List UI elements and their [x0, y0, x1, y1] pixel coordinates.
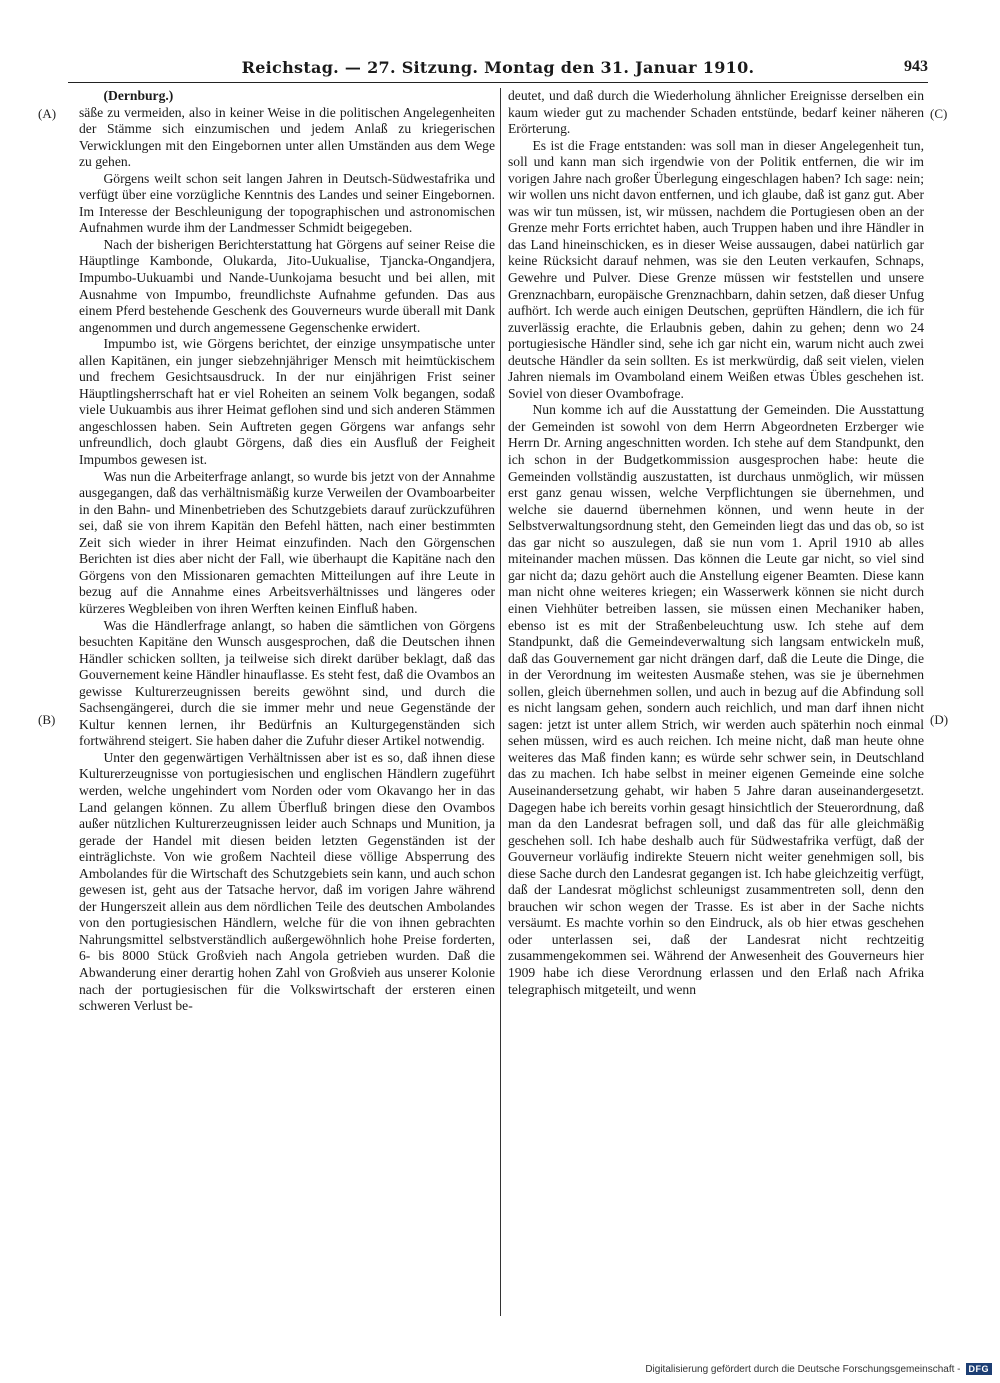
column-divider	[500, 88, 501, 1316]
left-column	[79, 88, 495, 1015]
margin-marker-b: (B)	[38, 712, 56, 727]
speaker-name: (Dernburg.)	[103, 88, 174, 103]
paragraph: Unter den gegenwärtigen Verhältnissen aber ist es so, daß ihnen diese Kulturerzeugnisse von portugiesischen und englischen Händlern zugeführt werden, welche ungehindert vom Norden oder vom Okavango her in das Land gelangen können. Zu allem Überfluß bringen diese den Ovambos außer nützlichen Kulturerzeugnissen leider auch Schnaps und Munition, ja gerade der Handel mit diesen beiden letzten Gegenständen ist der einträglichste. Von wie großem Nachteil diese völlige Absperrung des Ambolandes für die Wirtschaft des Schutzgebiets sein kann, und auch schon gewesen ist, geht aus der Tatsache hervor, daß im vorigen Jahre während der Hungerszeit allein aus dem nördlichen Teile des deutschen Ambolandes von den portugiesischen Händlern, welche für die von ihnen gebrachten Nahrungsmittel selbstverständlich außergewöhnlich hohe Preise forderten, 6- bis 8000 Stück Großvieh nach Angola getrieben wurden. Daß die Abwanderung einer derartig hohen Zahl von Großvieh aus unserer Kolonie nach der portugiesischen für die Volkswirtschaft der ersteren einen schweren Verlust be-	[79, 749, 495, 1014]
page-header	[68, 58, 928, 83]
margin-marker-d: (D)	[930, 712, 949, 727]
margin-marker-a: (A)	[38, 106, 57, 121]
paragraph: Es ist die Frage entstanden: was soll man in dieser Angelegenheit tun, soll und kann man sich irgendwie von der Politik entfernen, die wir im vorigen Jahre nach großer Überlegung eingeschlagen haben? Ich sage: nein; wir wollen uns nicht davon entfernen, und ich glaube, daß ist ganz gut. Aber was wir tun müssen, ist, wir müssen, nachdem die Portugiesen oben an der Grenze mehr Forts errichtet haben, auch Truppen haben und ihre Händler in das Land hineinschicken, es in dieser Weise aussaugen, dabei natürlich gar keine Rücksicht darauf nehmen, was sie den Leuten verkaufen, Schnaps, Gewehre und Pulver. Diese Grenze müssen wir feststellen und unsere Grenznachbarn, europäische Grenznachbarn, dahin setzen, daß dieser Unfug aufhört. Ich werde auch einigen Deutschen, geprüften Händlern, die ich für zuverlässig erachte, die Erlaubnis geben, dahin zu gehen; denn wo 24 portugiesische Händler sind, sehe ich gar nicht ein, warum nicht auch zwei deutsche Händler da sein sollten. Es ist merkwürdig, daß seit vielen, vielen Jahren niemals im Ovamboland einem Weißen etwas Übles geschehen ist. Soviel von dieser Ovambofrage.	[508, 137, 924, 401]
footer-credit: Digitalisierung gefördert durch die Deutsche Forschungsgemeinschaft -	[645, 1363, 961, 1375]
paragraph: Was nun die Arbeiterfrage anlangt, so wurde bis jetzt von der Annahme ausgegangen, daß das verhältnismäßig kurze Verweilen der Ovamboarbeiter in den Bahn- und Minenbetrieben des Schutzgebiets darauf zurückzuführen sei, daß sie von ihrem Kapitän den Befehl hätten, nach einer bestimmten Zeit sich wieder in ihrer Heimat einzufinden. Nach den Görgenschen Berichten ist dies aber nicht der Fall, wie überhaupt die Kapitäne nach den Görgens von den Missionaren gemachten Mitteilungen auf ihre Leute in bezug auf die Annahme eines Arbeitsverhältnisses und längeres oder kürzeres Wegbleiben von ihren Werften keinen Einfluß haben.	[79, 468, 495, 616]
paragraph: Görgens weilt schon seit langen Jahren in Deutsch-Südwestafrika und verfügt über eine vorzügliche Kenntnis des Landes und seiner Eingebornen. Im Interesse der Beschleunigung der topographischen und astronomischen Aufnahmen wurde ihm der Landmesser Schmidt beigegeben.	[79, 170, 495, 236]
paragraph: Impumbo ist, wie Görgens berichtet, der einzige unsympatische unter allen Kapitänen, ein junger siebzehnjähriger Mensch mit heimtückischem und frechem Gesichtsausdruck. In der nur einjährigen Frist seiner Häuptlingsherrschaft hat er viel Roheiten an seinem Volk begangen, sodaß viele Uukuambis aus ihrer Heimat geflohen sind und sich anderen Stämmen angeschlossen haben. Sein Auftreten gegen Görgens war anfangs sehr unfreundlich, doch glaubt Görgens, daß dies ein Ausfluß der Feigheit Impumbos gewesen ist.	[79, 336, 495, 468]
paragraph: deutet, und daß durch die Wiederholung ähnlicher Ereignisse derselben ein kaum wieder gut zu machender Schaden entstünde, bedarf keiner näheren Erörterung.	[508, 88, 924, 137]
running-title: Reichstag. — 27. Sitzung. Montag den 31. Januar 1910.	[241, 58, 755, 77]
paragraph: Was die Händlerfrage anlangt, so haben die sämtlichen von Görgens besuchten Kapitäne den Wunsch ausgesprochen, daß die Deutschen ihnen Händler schicken sollten, ja teilweise sich direkt darüber beklagt, daß das Gouvernement keine Händler hinauflasse. Es steht fest, daß die Ovambos an gewisse Kulturerzeugnissen bereits gewöhnt sind, und durch die Sachsengängerei, durch die sie immer mehr und neue Gegenstände der Kultur kennen lernen, ihr Bedürfnis an Kulturgegenständen sich fortwährend steigert. Sie haben daher die Zufuhr dieser Artikel notwendig.	[79, 617, 495, 749]
margin-marker-c: (C)	[930, 106, 948, 121]
dfg-logo-icon: DFG	[966, 1363, 993, 1375]
digitization-footer	[645, 1363, 992, 1375]
paragraph: Nun komme ich auf die Ausstattung der Gemeinden. Die Ausstattung der Gemeinden ist sowohl von dem Herrn Abgeordneten Erzberger wie Herrn Dr. Arning angeschnitten worden. Ich stehe auf dem Standpunkt, den ich schon in der Budgetkommission ausgesprochen habe: heute die Gemeinden vollständig auszustatten, ist durchaus unmöglich, wir müssen erst ganz genau wissen, welche Verpflichtungen sie übernehmen, und welche sie dauernd übernehmen können, und wenn heute in der Selbstverwaltungsordnung steht, den Gemeinden liegt das und das ob, so ist das gar nicht so auszulegen, daß sie nun vom 1. April 1910 ab alles miteinander machen müssen. Das können die Leute gar nicht, so viel sind gar nicht da; dazu gehört auch die Anstellung eigener Beamten. Diese kann man nicht ohne weiteres kriegen; ein Wasserwerk können sie nicht durch einen Viehhüter betreiben lassen, sie müssen einen Mechaniker haben, ebenso ist es mit der Straßenbeleuchtung usw. Ich stehe auf dem Standpunkt, daß die Gemeindeverwaltung sich langsam entwickeln muß, daß das Gouvernement gar nicht drängen darf, daß die Leute die Dinge, die in der Verordnung im weitesten Ausmaße stehen, was sie je übernehmen sollen, gleich übernehmen sollen, und auch in bezug auf die Abfindung soll es nicht langsam gehen, sondern auch reichlich, und man darf ihnen nicht sagen: jetzt ist unter allem Strich, wir werden auch späterhin noch einmal sehen müssen, wird es auch reichen. Ich meine nicht, daß man heute ohne weiteres das Maß finden kann; es würde sehr schwer sein, in Deutschland das zu machen. Ich habe selbst in meiner eigenen Gemeinde eine solche Auseinandersetzung gehabt, wir haben 5 Jahre daran auseinandergesetzt. Dagegen habe ich bereits vorhin gesagt hinsichtlich der Steuerordnung, daß man da den Landesrat befragen soll, und daß das für alle gleichmäßig geschehen soll. Ich habe deshalb auch für Südwestafrika verfügt, daß der Gouverneur vorläufig indirekte Steuern nicht weiter genehmigen soll, bis diese Sache durch den Landesrat gegangen ist. Ich habe gleichzeitig verfügt, daß der Landesrat möglichst schleunigst zusammentreten soll, denn den brauchen wir schon wegen der Trasse. Es ist aber in der Sache nichts versäumt. Es machte vorhin so den Eindruck, als ob hier etwas geschehen oder unterlassen sei, daß der Landesrat nicht rechtzeitig zusammengekommen sei. Während der Anwesenheit des Gouverneurs hier 1909 habe ich diese Verordnung erlassen und den Erlaß nach Afrika telegraphisch mitgeteilt, und wenn	[508, 402, 924, 997]
paragraph: säße zu vermeiden, also in keiner Weise in die politischen Angelegenheiten der Stämme sich einzumischen und jedem Anlaß zu kriegerischen Verwicklungen mit den Eingebornen unter allen Umständen aus dem Wege zu gehen.	[79, 104, 495, 170]
right-column	[508, 88, 924, 998]
page-number: 943	[904, 58, 928, 75]
paragraph: Nach der bisherigen Berichterstattung hat Görgens auf seiner Reise die Häuptlinge Kambonde, Olukarda, Jito-Uukualise, Tjancka-Ongandjera, Impumbo-Uukuambi und Nande-Uunkojama besucht und bei allen, mit Ausnahme von Impumbo, freundlichste Aufnahme gefunden. Das aus einem Pferd bestehende Geschenk des Gouverneurs wurde überall mit Dank angenommen und durch angemessene Gegenschenke erwidert.	[79, 236, 495, 335]
